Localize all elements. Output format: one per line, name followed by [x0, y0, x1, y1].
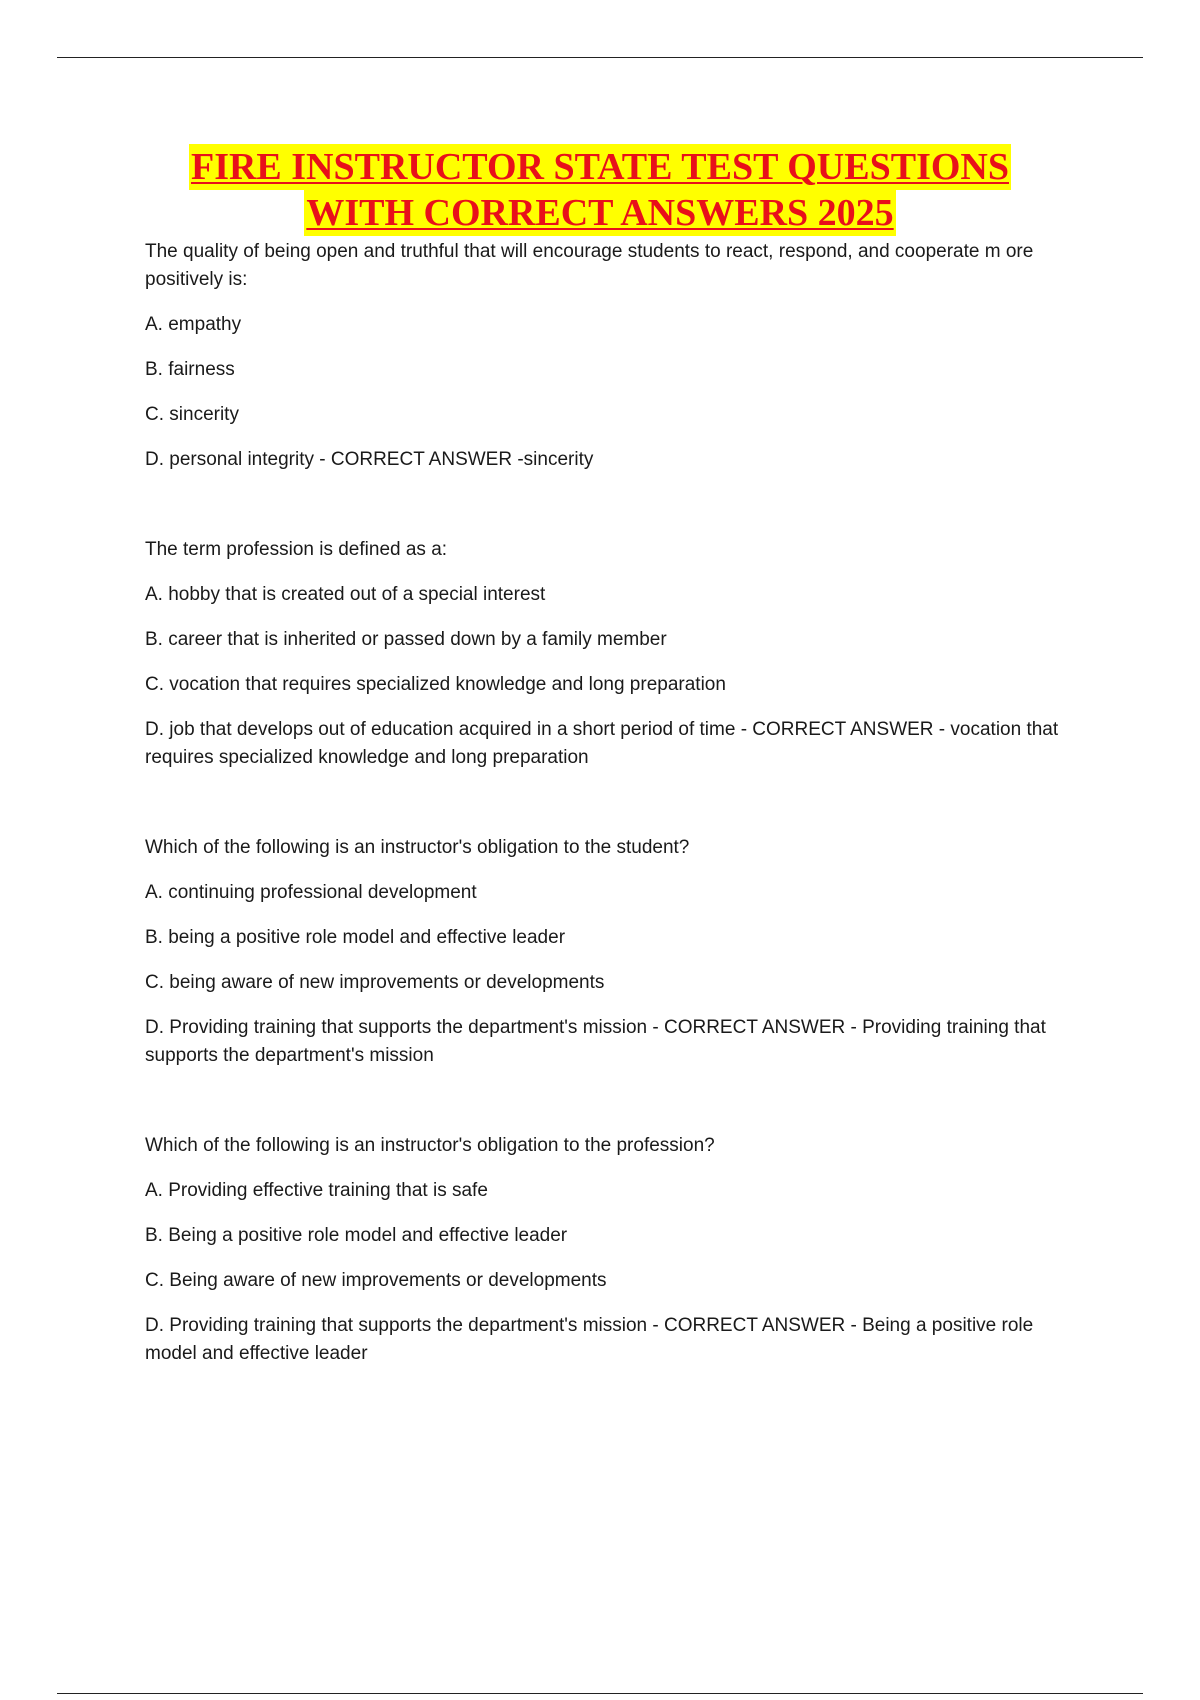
answer-option-d-with-correct-answer: D. Providing training that supports the department's mission - CORRECT ANSWER - Being a positive role model and effective leader — [145, 1315, 1034, 1364]
answer-option-a: A. Providing effective training that is safe — [145, 1180, 488, 1201]
answer-option-b: B. career that is inherited or passed down by a family member — [145, 629, 667, 650]
answer-option-c: C. being aware of new improvements or developments — [145, 972, 605, 993]
question-list — [145, 238, 1085, 1368]
question-prompt: Which of the following is an instructor's obligation to the profession? — [145, 1135, 715, 1156]
answer-option-d-with-correct-answer: D. personal integrity - CORRECT ANSWER -sincerity — [145, 449, 594, 470]
question-2 — [145, 536, 1085, 772]
answer-option-b: B. being a positive role model and effective leader — [145, 927, 566, 948]
answer-option-a: A. hobby that is created out of a special interest — [145, 584, 546, 605]
question-prompt: The term profession is defined as a: — [145, 539, 448, 560]
answer-option-a: A. empathy — [145, 314, 242, 335]
answer-option-b: B. Being a positive role model and effective leader — [145, 1225, 568, 1246]
title-line-1: FIRE INSTRUCTOR STATE TEST QUESTIONS — [190, 146, 1009, 188]
question-prompt: The quality of being open and truthful that will encourage students to react, respond, and cooperate m ore positively is: — [145, 241, 1034, 290]
question-4 — [145, 1132, 1085, 1368]
answer-option-d-with-correct-answer: D. Providing training that supports the department's mission - CORRECT ANSWER - Providing training that supports the department's mission — [145, 1017, 1046, 1066]
answer-option-c: C. Being aware of new improvements or developments — [145, 1270, 607, 1291]
answer-option-c: C. sincerity — [145, 404, 239, 425]
answer-option-b: B. fairness — [145, 359, 235, 380]
answer-option-c: C. vocation that requires specialized knowledge and long preparation — [145, 674, 726, 695]
question-3 — [145, 834, 1085, 1070]
title-line-2: WITH CORRECT ANSWERS 2025 — [306, 192, 894, 234]
answer-option-a: A. continuing professional development — [145, 882, 477, 903]
answer-option-d-with-correct-answer: D. job that develops out of education acquired in a short period of time - CORRECT ANSWER - vocation that requires specialized knowledge and long preparation — [145, 719, 1059, 768]
question-1 — [145, 238, 1085, 474]
document-title — [0, 144, 1200, 236]
question-prompt: Which of the following is an instructor's obligation to the student? — [145, 837, 690, 858]
top-divider — [57, 57, 1143, 58]
bottom-divider — [57, 1693, 1143, 1694]
